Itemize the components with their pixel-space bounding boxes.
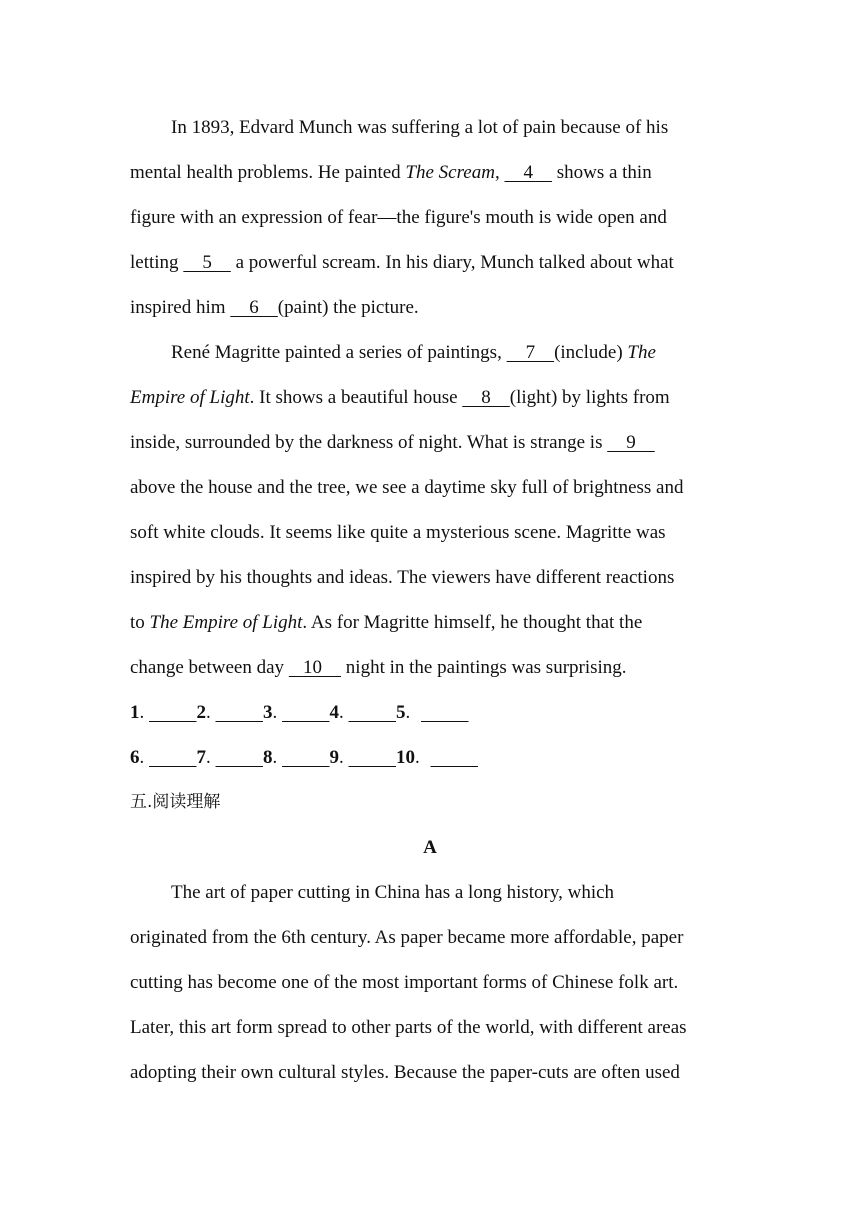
text: figure with an expression of fear—the figure's mouth is wide open and: [130, 207, 667, 228]
separator: .: [339, 702, 349, 723]
text: inspired him: [130, 297, 231, 318]
text: mental health problems. He painted: [130, 162, 406, 183]
answer-number: 1: [130, 702, 140, 723]
answer-row-1: [130, 690, 730, 735]
blank-9[interactable]: 9: [607, 432, 655, 453]
text-line: [130, 870, 730, 915]
answer-number: 3: [263, 702, 273, 723]
text-line: [130, 285, 730, 330]
text: shows a thin: [551, 162, 652, 183]
blank-7[interactable]: 7: [506, 342, 555, 363]
text: adopting their own cultural styles. Because the paper-cuts are often used: [130, 1062, 680, 1083]
text-line: [130, 240, 730, 285]
text: night in the paintings was surprising.: [341, 657, 627, 678]
text-line: [130, 375, 730, 420]
text: ,: [494, 162, 505, 183]
answer-blank-4[interactable]: [349, 690, 397, 735]
text-line: [130, 1050, 730, 1095]
text: . It shows a beautiful house: [249, 387, 463, 408]
separator: .: [139, 702, 149, 723]
answer-number: 7: [196, 747, 206, 768]
text: (include): [554, 342, 628, 363]
answer-row-2: [130, 735, 730, 780]
text: The art of paper cutting in China has a long history, which: [171, 882, 615, 903]
text: (light) by lights from: [509, 387, 670, 408]
text-line: [130, 330, 730, 375]
italic-title: The: [627, 342, 656, 363]
italic-title: Empire of Light: [130, 387, 250, 408]
text: René Magritte painted a series of paintings,: [171, 342, 507, 363]
separator: .: [139, 747, 149, 768]
section-heading: [130, 780, 730, 825]
answer-number: 8: [263, 747, 273, 768]
separator: .: [339, 747, 349, 768]
text-line: [130, 645, 730, 690]
text: a powerful scream. In his diary, Munch talked about what: [230, 252, 674, 273]
text-line: [130, 915, 730, 960]
document-content: [130, 105, 730, 1095]
text-line: [130, 555, 730, 600]
answer-number: 4: [329, 702, 339, 723]
separator: .: [415, 747, 425, 768]
answer-number: 6: [130, 747, 140, 768]
blank-5[interactable]: 5: [183, 252, 231, 273]
answer-blank-8[interactable]: [282, 735, 330, 780]
text-line: [130, 960, 730, 1005]
section-label: 五.阅读理解: [130, 792, 221, 812]
text: . As for Magritte himself, he thought that the: [302, 612, 643, 633]
text: letting: [130, 252, 184, 273]
text-line: [130, 105, 730, 150]
text: to: [130, 612, 150, 633]
blank-6[interactable]: 6: [230, 297, 278, 318]
text-line: [130, 1005, 730, 1050]
answer-blank-10[interactable]: [431, 735, 479, 780]
text: (paint) the picture.: [277, 297, 419, 318]
text: inside, surrounded by the darkness of night. What is strange is: [130, 432, 608, 453]
text-line: [130, 420, 730, 465]
text: above the house and the tree, we see a daytime sky full of brightness and: [130, 477, 684, 498]
blank-8[interactable]: 8: [462, 387, 510, 408]
text: In 1893, Edvard Munch was suffering a lot of pain because of his: [171, 117, 669, 138]
text: originated from the 6th century. As paper became more affordable, paper: [130, 927, 684, 948]
answer-blank-5[interactable]: [421, 690, 469, 735]
answer-blank-6[interactable]: [149, 735, 197, 780]
separator: .: [206, 702, 216, 723]
separator: .: [272, 702, 282, 723]
text-line: [130, 465, 730, 510]
text: cutting has become one of the most important forms of Chinese folk art.: [130, 972, 679, 993]
answer-number: 9: [329, 747, 339, 768]
passage-title: A: [423, 837, 437, 858]
answer-blank-3[interactable]: [282, 690, 330, 735]
text: change between day: [130, 657, 289, 678]
answer-number: 5: [396, 702, 406, 723]
answer-blank-2[interactable]: [216, 690, 264, 735]
text: soft white clouds. It seems like quite a mysterious scene. Magritte was: [130, 522, 666, 543]
text: inspired by his thoughts and ideas. The viewers have different reactions: [130, 567, 675, 588]
answer-blank-9[interactable]: [349, 735, 397, 780]
text-line: [130, 195, 730, 240]
blank-10[interactable]: 10: [288, 657, 342, 678]
text-line: [130, 150, 730, 195]
separator: .: [405, 702, 415, 723]
text-line: [130, 510, 730, 555]
answer-blank-7[interactable]: [216, 735, 264, 780]
answer-blank-1[interactable]: [149, 690, 197, 735]
separator: .: [206, 747, 216, 768]
text-line: [130, 600, 730, 645]
blank-4[interactable]: 4: [504, 162, 552, 183]
answer-number: 10: [396, 747, 415, 768]
text: Later, this art form spread to other parts of the world, with different areas: [130, 1017, 687, 1038]
separator: .: [272, 747, 282, 768]
answer-number: 2: [196, 702, 206, 723]
italic-title: The Scream: [405, 162, 495, 183]
italic-title: The Empire of Light: [149, 612, 303, 633]
